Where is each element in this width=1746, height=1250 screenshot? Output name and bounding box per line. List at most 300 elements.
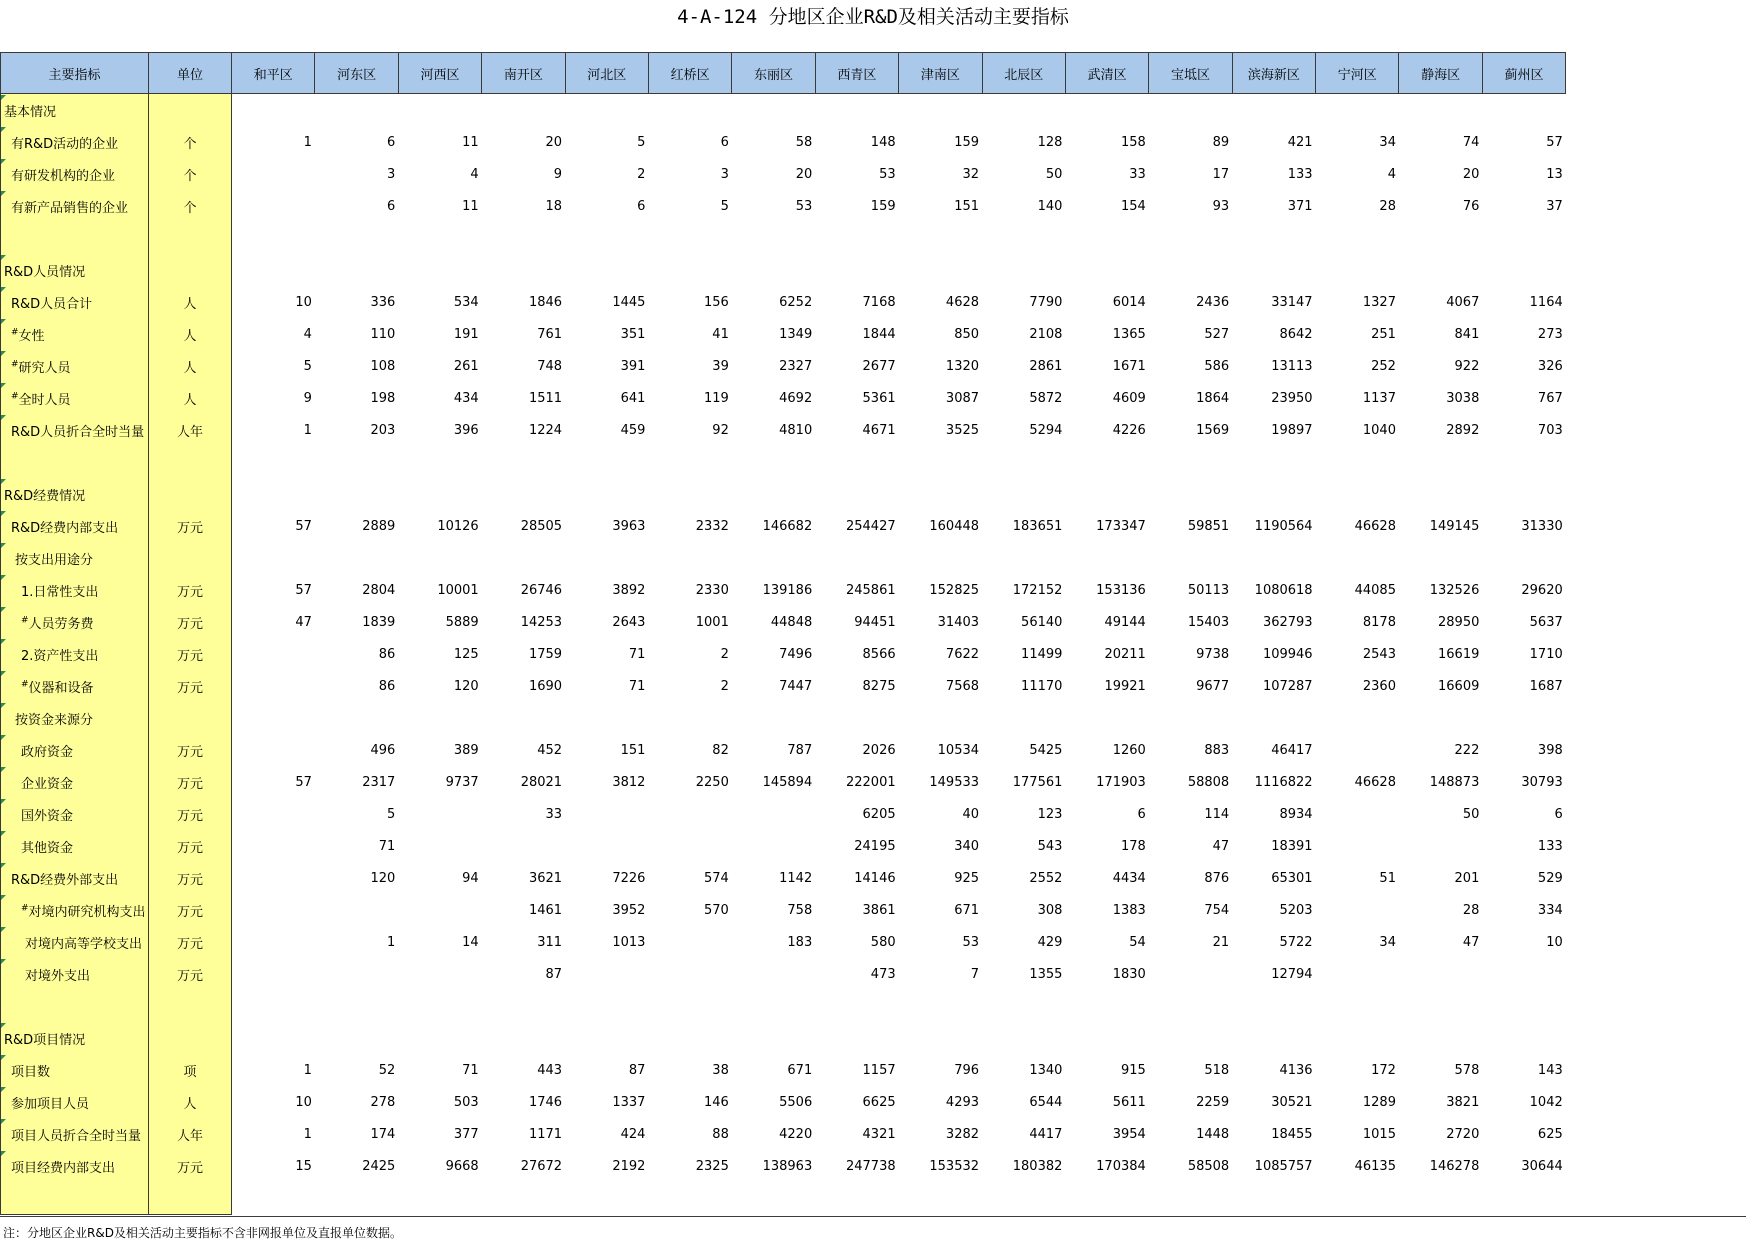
value-cell[interactable] [648, 926, 731, 958]
value-cell[interactable]: 2892 [1446, 422, 1480, 438]
value-cell[interactable]: 254427 [845, 518, 896, 534]
value-cell[interactable]: 3954 [1112, 1126, 1146, 1142]
value-cell[interactable]: 160448 [929, 518, 980, 534]
value-cell[interactable] [565, 446, 648, 478]
value-cell[interactable] [565, 1182, 648, 1215]
column-header-district[interactable]: 津南区 [899, 53, 982, 94]
value-cell[interactable]: 3821 [1446, 1094, 1480, 1110]
value-cell[interactable]: 1671 [1112, 358, 1146, 374]
value-cell[interactable] [899, 94, 982, 127]
value-cell[interactable] [232, 158, 315, 190]
value-cell[interactable]: 2643 [612, 614, 646, 630]
value-cell[interactable]: 18391 [1271, 838, 1313, 854]
value-cell[interactable] [232, 1182, 315, 1215]
value-cell[interactable] [1316, 702, 1399, 734]
value-cell[interactable] [1149, 254, 1232, 286]
value-cell[interactable]: 151 [620, 742, 646, 758]
value-cell[interactable]: 1355 [1029, 966, 1063, 982]
value-cell[interactable] [982, 94, 1065, 127]
value-cell[interactable]: 20 [1462, 166, 1480, 182]
value-cell[interactable]: 1569 [1196, 422, 1230, 438]
value-cell[interactable]: 371 [1287, 198, 1313, 214]
value-cell[interactable] [982, 1182, 1065, 1215]
value-cell[interactable] [648, 702, 731, 734]
value-cell[interactable] [1316, 1182, 1399, 1215]
value-cell[interactable]: 30521 [1271, 1094, 1313, 1110]
value-cell[interactable] [1232, 1022, 1315, 1054]
value-cell[interactable] [398, 1182, 481, 1215]
value-cell[interactable]: 2677 [862, 358, 896, 374]
value-cell[interactable]: 153532 [929, 1158, 980, 1174]
value-cell[interactable] [732, 542, 815, 574]
value-cell[interactable]: 133 [1287, 166, 1313, 182]
value-cell[interactable] [1149, 446, 1232, 478]
value-cell[interactable] [232, 190, 315, 222]
value-cell[interactable] [1316, 478, 1399, 510]
value-cell[interactable] [732, 958, 815, 990]
value-cell[interactable]: 5889 [445, 614, 479, 630]
row-label-cell[interactable] [1, 126, 149, 158]
value-cell[interactable]: 2325 [695, 1158, 729, 1174]
value-cell[interactable] [982, 254, 1065, 286]
value-cell[interactable]: 1383 [1112, 902, 1146, 918]
value-cell[interactable]: 527 [1204, 326, 1230, 342]
value-cell[interactable]: 14253 [520, 614, 563, 630]
row-label-cell[interactable] [1, 638, 149, 670]
value-cell[interactable]: 24195 [854, 838, 896, 854]
value-cell[interactable] [482, 94, 565, 127]
value-cell[interactable]: 1260 [1112, 742, 1146, 758]
value-cell[interactable]: 1445 [612, 294, 646, 310]
value-cell[interactable]: 3621 [528, 870, 563, 886]
value-cell[interactable]: 4810 [779, 422, 813, 438]
value-cell[interactable]: 1337 [612, 1094, 646, 1110]
value-cell[interactable] [1065, 446, 1148, 478]
value-cell[interactable]: 1327 [1362, 294, 1396, 310]
column-header-district[interactable]: 静海区 [1399, 53, 1482, 94]
value-cell[interactable]: 76 [1462, 198, 1480, 214]
column-header-district[interactable]: 宁河区 [1316, 53, 1399, 94]
value-cell[interactable]: 7790 [1029, 294, 1063, 310]
value-cell[interactable] [315, 94, 398, 127]
value-cell[interactable]: 5 [720, 198, 729, 214]
value-cell[interactable] [899, 1022, 982, 1054]
value-cell[interactable]: 398 [1537, 742, 1563, 758]
value-cell[interactable]: 424 [620, 1126, 646, 1142]
value-cell[interactable] [482, 542, 565, 574]
value-cell[interactable]: 94 [462, 870, 479, 886]
value-cell[interactable]: 18 [545, 198, 563, 214]
value-cell[interactable] [815, 990, 898, 1022]
value-cell[interactable]: 170384 [1096, 1158, 1146, 1174]
value-cell[interactable]: 86 [378, 678, 396, 694]
value-cell[interactable]: 14 [462, 934, 479, 950]
column-header-district[interactable]: 河东区 [315, 53, 398, 94]
value-cell[interactable]: 326 [1537, 358, 1563, 374]
value-cell[interactable]: 34 [1379, 134, 1396, 150]
value-cell[interactable] [482, 990, 565, 1022]
value-cell[interactable]: 125 [453, 646, 479, 662]
value-cell[interactable]: 82 [712, 742, 729, 758]
value-cell[interactable]: 925 [954, 870, 980, 886]
value-cell[interactable] [982, 990, 1065, 1022]
value-cell[interactable] [1316, 94, 1399, 127]
value-cell[interactable]: 88 [712, 1126, 729, 1142]
value-cell[interactable] [565, 222, 648, 254]
value-cell[interactable]: 15 [295, 1158, 312, 1174]
value-cell[interactable]: 154 [1120, 198, 1146, 214]
row-label-cell[interactable] [1, 990, 149, 1022]
value-cell[interactable]: 5203 [1279, 902, 1313, 918]
value-cell[interactable] [315, 254, 398, 286]
value-cell[interactable]: 534 [453, 294, 479, 310]
value-cell[interactable]: 149533 [929, 774, 980, 790]
value-cell[interactable]: 3 [720, 166, 729, 182]
value-cell[interactable]: 158 [1120, 134, 1146, 150]
value-cell[interactable]: 1164 [1529, 294, 1563, 310]
value-cell[interactable] [1399, 958, 1482, 990]
value-cell[interactable] [565, 958, 648, 990]
value-cell[interactable]: 146 [704, 1094, 729, 1110]
value-cell[interactable]: 5 [637, 134, 646, 150]
value-cell[interactable] [1149, 542, 1232, 574]
value-cell[interactable] [398, 894, 481, 926]
value-cell[interactable]: 1171 [528, 1126, 563, 1142]
value-cell[interactable]: 222001 [845, 774, 896, 790]
unit-cell[interactable]: 项 [149, 1054, 232, 1086]
row-label-cell[interactable] [1, 478, 149, 510]
value-cell[interactable]: 1 [303, 422, 312, 438]
value-cell[interactable]: 13113 [1271, 358, 1313, 374]
row-label-cell[interactable] [1, 1054, 149, 1086]
value-cell[interactable]: 7 [970, 966, 980, 982]
value-cell[interactable]: 1157 [862, 1062, 896, 1078]
row-label-cell[interactable] [1, 446, 149, 478]
value-cell[interactable]: 16619 [1438, 646, 1480, 662]
value-cell[interactable]: 132526 [1429, 582, 1480, 598]
value-cell[interactable] [648, 798, 731, 830]
column-header-district[interactable]: 红桥区 [648, 53, 731, 94]
value-cell[interactable]: 71 [628, 646, 646, 662]
value-cell[interactable] [732, 990, 815, 1022]
value-cell[interactable]: 671 [787, 1062, 813, 1078]
value-cell[interactable]: 171903 [1096, 774, 1146, 790]
unit-cell[interactable] [149, 702, 232, 734]
value-cell[interactable]: 1839 [362, 614, 396, 630]
value-cell[interactable] [732, 446, 815, 478]
value-cell[interactable]: 570 [704, 902, 729, 918]
value-cell[interactable]: 5 [303, 358, 312, 374]
value-cell[interactable]: 54 [1129, 934, 1146, 950]
value-cell[interactable]: 459 [620, 422, 646, 438]
value-cell[interactable]: 336 [370, 294, 396, 310]
value-cell[interactable]: 57 [295, 774, 312, 790]
value-cell[interactable]: 543 [1037, 838, 1063, 854]
value-cell[interactable]: 1289 [1362, 1094, 1396, 1110]
value-cell[interactable]: 11 [462, 198, 479, 214]
value-cell[interactable]: 1 [303, 134, 312, 150]
value-cell[interactable]: 1320 [945, 358, 980, 374]
value-cell[interactable]: 4609 [1112, 390, 1146, 406]
column-header-district[interactable]: 东丽区 [732, 53, 815, 94]
value-cell[interactable]: 203 [370, 422, 396, 438]
value-cell[interactable]: 6 [720, 134, 729, 150]
value-cell[interactable]: 529 [1537, 870, 1563, 886]
value-cell[interactable]: 2 [720, 678, 729, 694]
value-cell[interactable]: 703 [1537, 422, 1563, 438]
value-cell[interactable] [732, 94, 815, 127]
value-cell[interactable]: 87 [628, 1062, 646, 1078]
value-cell[interactable]: 146278 [1429, 1158, 1480, 1174]
value-cell[interactable] [982, 446, 1065, 478]
value-cell[interactable]: 503 [453, 1094, 479, 1110]
unit-cell[interactable]: 人年 [149, 1118, 232, 1150]
value-cell[interactable]: 2360 [1362, 678, 1396, 694]
value-cell[interactable]: 8275 [862, 678, 896, 694]
value-cell[interactable]: 120 [453, 678, 479, 694]
value-cell[interactable]: 4 [470, 166, 479, 182]
value-cell[interactable] [1149, 1182, 1232, 1215]
unit-cell[interactable]: 人 [149, 382, 232, 414]
value-cell[interactable] [565, 798, 648, 830]
value-cell[interactable]: 2720 [1446, 1126, 1480, 1142]
value-cell[interactable] [982, 542, 1065, 574]
value-cell[interactable]: 1830 [1112, 966, 1146, 982]
value-cell[interactable] [1065, 702, 1148, 734]
value-cell[interactable]: 915 [1120, 1062, 1146, 1078]
value-cell[interactable] [315, 990, 398, 1022]
value-cell[interactable] [1482, 254, 1565, 286]
value-cell[interactable] [732, 254, 815, 286]
value-cell[interactable]: 2108 [1029, 326, 1063, 342]
value-cell[interactable] [232, 94, 315, 127]
value-cell[interactable] [1482, 990, 1565, 1022]
value-cell[interactable] [482, 254, 565, 286]
value-cell[interactable] [982, 1022, 1065, 1054]
value-cell[interactable]: 748 [537, 358, 563, 374]
row-label-cell[interactable] [1, 958, 149, 990]
value-cell[interactable]: 2 [637, 166, 646, 182]
value-cell[interactable]: 6 [387, 198, 396, 214]
value-cell[interactable] [1316, 446, 1399, 478]
value-cell[interactable]: 396 [453, 422, 479, 438]
value-cell[interactable]: 71 [462, 1062, 479, 1078]
value-cell[interactable] [648, 446, 731, 478]
value-cell[interactable]: 1116822 [1254, 774, 1313, 790]
value-cell[interactable]: 1 [303, 1062, 312, 1078]
column-header-unit[interactable]: 单位 [149, 53, 232, 94]
value-cell[interactable]: 580 [870, 934, 896, 950]
value-cell[interactable] [1316, 542, 1399, 574]
value-cell[interactable] [232, 862, 315, 894]
value-cell[interactable]: 6252 [779, 294, 813, 310]
value-cell[interactable]: 10534 [937, 742, 980, 758]
value-cell[interactable]: 1190564 [1254, 518, 1313, 534]
value-cell[interactable]: 180382 [1012, 1158, 1063, 1174]
value-cell[interactable] [648, 542, 731, 574]
value-cell[interactable]: 153136 [1096, 582, 1146, 598]
value-cell[interactable]: 7168 [862, 294, 896, 310]
value-cell[interactable]: 7622 [945, 646, 980, 662]
column-header-district[interactable]: 北辰区 [982, 53, 1065, 94]
value-cell[interactable] [1399, 702, 1482, 734]
value-cell[interactable] [315, 702, 398, 734]
value-cell[interactable]: 2436 [1196, 294, 1230, 310]
value-cell[interactable]: 59851 [1187, 518, 1230, 534]
unit-cell[interactable] [149, 254, 232, 286]
value-cell[interactable] [648, 254, 731, 286]
value-cell[interactable]: 1085757 [1254, 1158, 1313, 1174]
value-cell[interactable]: 452 [537, 742, 563, 758]
value-cell[interactable]: 8934 [1279, 806, 1313, 822]
value-cell[interactable] [565, 542, 648, 574]
value-cell[interactable] [1065, 542, 1148, 574]
value-cell[interactable]: 114 [1204, 806, 1230, 822]
value-cell[interactable]: 429 [1037, 934, 1063, 950]
value-cell[interactable]: 123 [1037, 806, 1063, 822]
value-cell[interactable] [648, 94, 731, 127]
value-cell[interactable] [398, 798, 481, 830]
value-cell[interactable] [232, 734, 315, 766]
value-cell[interactable] [899, 222, 982, 254]
row-label-cell[interactable] [1, 318, 149, 350]
value-cell[interactable]: 767 [1537, 390, 1563, 406]
value-cell[interactable]: 46628 [1354, 774, 1396, 790]
value-cell[interactable] [1316, 830, 1399, 862]
value-cell[interactable] [398, 542, 481, 574]
value-cell[interactable]: 50113 [1187, 582, 1230, 598]
value-cell[interactable]: 4 [303, 326, 312, 342]
value-cell[interactable]: 2317 [362, 774, 396, 790]
value-cell[interactable]: 340 [954, 838, 980, 854]
value-cell[interactable] [815, 478, 898, 510]
value-cell[interactable] [1232, 478, 1315, 510]
row-label-cell[interactable] [1, 510, 149, 542]
unit-cell[interactable] [149, 478, 232, 510]
value-cell[interactable] [315, 894, 398, 926]
value-cell[interactable]: 57 [295, 518, 312, 534]
value-cell[interactable] [232, 446, 315, 478]
value-cell[interactable] [1149, 990, 1232, 1022]
value-cell[interactable] [1149, 958, 1232, 990]
value-cell[interactable]: 71 [628, 678, 646, 694]
value-cell[interactable]: 2026 [862, 742, 896, 758]
value-cell[interactable] [1149, 1022, 1232, 1054]
value-cell[interactable]: 8642 [1279, 326, 1313, 342]
value-cell[interactable] [232, 958, 315, 990]
value-cell[interactable]: 30644 [1521, 1158, 1563, 1174]
value-cell[interactable]: 52 [378, 1062, 396, 1078]
value-cell[interactable]: 28950 [1438, 614, 1480, 630]
column-header-district[interactable]: 和平区 [232, 53, 315, 94]
unit-cell[interactable]: 个 [149, 126, 232, 158]
value-cell[interactable] [232, 638, 315, 670]
row-label-cell[interactable] [1, 414, 149, 446]
value-cell[interactable]: 156 [704, 294, 729, 310]
value-cell[interactable]: 1687 [1529, 678, 1563, 694]
value-cell[interactable] [648, 478, 731, 510]
value-cell[interactable]: 2 [720, 646, 729, 662]
value-cell[interactable]: 251 [1371, 326, 1396, 342]
value-cell[interactable]: 92 [712, 422, 729, 438]
value-cell[interactable] [1232, 542, 1315, 574]
value-cell[interactable]: 6205 [862, 806, 896, 822]
value-cell[interactable]: 21 [1212, 934, 1230, 950]
value-cell[interactable] [398, 830, 481, 862]
value-cell[interactable] [232, 798, 315, 830]
value-cell[interactable] [648, 1182, 731, 1215]
value-cell[interactable] [1232, 94, 1315, 127]
value-cell[interactable]: 3963 [612, 518, 646, 534]
unit-cell[interactable]: 人年 [149, 414, 232, 446]
value-cell[interactable]: 128 [1037, 134, 1063, 150]
value-cell[interactable]: 148 [870, 134, 896, 150]
row-label-cell[interactable] [1, 766, 149, 798]
value-cell[interactable] [982, 478, 1065, 510]
value-cell[interactable]: 841 [1454, 326, 1480, 342]
value-cell[interactable]: 58508 [1187, 1158, 1230, 1174]
value-cell[interactable]: 37 [1546, 198, 1563, 214]
value-cell[interactable]: 787 [787, 742, 813, 758]
column-header-district[interactable]: 宝坻区 [1149, 53, 1232, 94]
value-cell[interactable] [565, 1022, 648, 1054]
value-cell[interactable]: 13 [1546, 166, 1563, 182]
value-cell[interactable] [232, 830, 315, 862]
value-cell[interactable]: 9737 [445, 774, 479, 790]
value-cell[interactable] [732, 1182, 815, 1215]
value-cell[interactable] [1399, 830, 1482, 862]
unit-cell[interactable]: 人 [149, 1086, 232, 1118]
value-cell[interactable]: 421 [1287, 134, 1313, 150]
unit-cell[interactable]: 人 [149, 286, 232, 318]
value-cell[interactable]: 10126 [437, 518, 479, 534]
value-cell[interactable] [482, 478, 565, 510]
value-cell[interactable]: 4136 [1279, 1062, 1313, 1078]
unit-cell[interactable]: 万元 [149, 574, 232, 606]
value-cell[interactable] [482, 1022, 565, 1054]
row-label-cell[interactable] [1, 190, 149, 222]
value-cell[interactable]: 87 [545, 966, 563, 982]
value-cell[interactable]: 159 [870, 198, 896, 214]
value-cell[interactable]: 65301 [1271, 870, 1313, 886]
value-cell[interactable]: 50 [1045, 166, 1063, 182]
value-cell[interactable]: 93 [1212, 198, 1230, 214]
value-cell[interactable]: 1340 [1029, 1062, 1063, 1078]
value-cell[interactable]: 6 [1137, 806, 1146, 822]
value-cell[interactable]: 2192 [612, 1158, 646, 1174]
value-cell[interactable]: 53 [962, 934, 980, 950]
value-cell[interactable] [1232, 702, 1315, 734]
value-cell[interactable]: 6625 [862, 1094, 896, 1110]
value-cell[interactable] [1482, 542, 1565, 574]
value-cell[interactable] [1316, 958, 1399, 990]
unit-cell[interactable]: 万元 [149, 670, 232, 702]
value-cell[interactable] [815, 1022, 898, 1054]
row-label-cell[interactable] [1, 1118, 149, 1150]
value-cell[interactable] [899, 254, 982, 286]
unit-cell[interactable]: 万元 [149, 766, 232, 798]
value-cell[interactable] [398, 1022, 481, 1054]
value-cell[interactable]: 5 [387, 806, 396, 822]
column-header-district[interactable]: 滨海新区 [1232, 53, 1315, 94]
value-cell[interactable]: 1461 [528, 902, 563, 918]
value-cell[interactable]: 5506 [779, 1094, 813, 1110]
value-cell[interactable] [648, 1022, 731, 1054]
value-cell[interactable]: 50 [1462, 806, 1480, 822]
value-cell[interactable]: 1142 [779, 870, 813, 886]
value-cell[interactable]: 18455 [1271, 1126, 1313, 1142]
value-cell[interactable] [315, 958, 398, 990]
